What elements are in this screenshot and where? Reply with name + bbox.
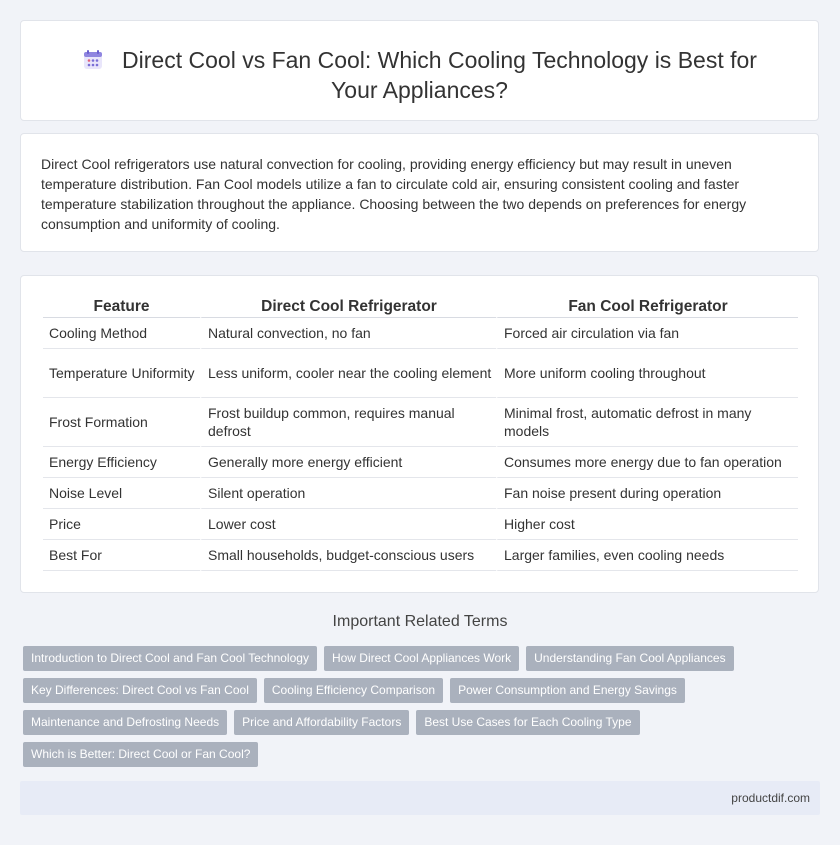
related-term-tag[interactable]: Maintenance and Defrosting Needs — [23, 710, 227, 735]
calendar-grid-icon — [82, 49, 104, 71]
direct-cool-cell: Natural convection, no fan — [200, 318, 496, 349]
table-row — [43, 349, 798, 398]
feature-cell: Frost Formation — [43, 398, 200, 447]
feature-cell: Price — [43, 509, 200, 540]
table-row — [43, 540, 798, 571]
feature-cell: Energy Efficiency — [43, 447, 200, 478]
direct-cool-cell: Silent operation — [200, 478, 496, 509]
footer-bar — [20, 781, 820, 815]
page-title: Direct Cool vs Fan Cool: Which Cooling Technology is Best for Your Appliances? — [122, 47, 757, 103]
fan-cool-cell: Larger families, even cooling needs — [496, 540, 798, 571]
fan-cool-cell: Fan noise present during operation — [496, 478, 798, 509]
related-term-tag[interactable]: Cooling Efficiency Comparison — [264, 678, 443, 703]
direct-cool-cell: Small households, budget-conscious users — [200, 540, 496, 571]
title-card — [20, 20, 819, 121]
related-terms-list — [23, 646, 803, 767]
direct-cool-cell: Generally more energy efficient — [200, 447, 496, 478]
table-row — [43, 478, 798, 509]
related-term-tag[interactable]: Key Differences: Direct Cool vs Fan Cool — [23, 678, 257, 703]
feature-cell: Best For — [43, 540, 200, 571]
related-term-tag[interactable]: Best Use Cases for Each Cooling Type — [416, 710, 639, 735]
table-header-row — [43, 296, 798, 318]
direct-cool-cell: Less uniform, cooler near the cooling element — [200, 349, 496, 398]
header-feature: Feature — [43, 296, 200, 318]
related-term-tag[interactable]: Power Consumption and Energy Savings — [450, 678, 685, 703]
intro-paragraph: Direct Cool refrigerators use natural convection for cooling, providing energy efficiency but may result in uneven temperature distribution. Fan Cool models utilize a fan to circulate cold air, ensuring consistent cooling and faster temperature stabilization throughout the appliance. Choosing between the two depends on preferences for energy consumption and uniformity of cooling. — [41, 156, 747, 232]
related-term-tag[interactable]: Introduction to Direct Cool and Fan Cool Technology — [23, 646, 317, 671]
table-row — [43, 447, 798, 478]
related-term-tag[interactable]: Which is Better: Direct Cool or Fan Cool? — [23, 742, 258, 767]
intro-card — [20, 133, 819, 252]
table-row — [43, 398, 798, 447]
feature-cell: Noise Level — [43, 478, 200, 509]
fan-cool-cell: More uniform cooling throughout — [496, 349, 798, 398]
direct-cool-cell: Frost buildup common, requires manual defrost — [200, 398, 496, 447]
comparison-card — [20, 275, 819, 593]
table-row — [43, 509, 798, 540]
header-fan-cool: Fan Cool Refrigerator — [496, 296, 798, 318]
feature-cell: Temperature Uniformity — [43, 349, 200, 398]
direct-cool-cell: Lower cost — [200, 509, 496, 540]
footer-site-link[interactable]: productdif.com — [731, 791, 810, 805]
fan-cool-cell: Minimal frost, automatic defrost in many models — [496, 398, 798, 447]
related-term-tag[interactable]: How Direct Cool Appliances Work — [324, 646, 519, 671]
related-terms-heading: Important Related Terms — [332, 613, 508, 630]
fan-cool-cell: Higher cost — [496, 509, 798, 540]
comparison-table — [43, 296, 798, 571]
table-row — [43, 318, 798, 349]
header-direct-cool: Direct Cool Refrigerator — [200, 296, 496, 318]
page-title-wrap — [61, 45, 778, 105]
related-term-tag[interactable]: Price and Affordability Factors — [234, 710, 409, 735]
related-term-tag[interactable]: Understanding Fan Cool Appliances — [526, 646, 733, 671]
feature-cell: Cooling Method — [43, 318, 200, 349]
fan-cool-cell: Consumes more energy due to fan operation — [496, 447, 798, 478]
fan-cool-cell: Forced air circulation via fan — [496, 318, 798, 349]
